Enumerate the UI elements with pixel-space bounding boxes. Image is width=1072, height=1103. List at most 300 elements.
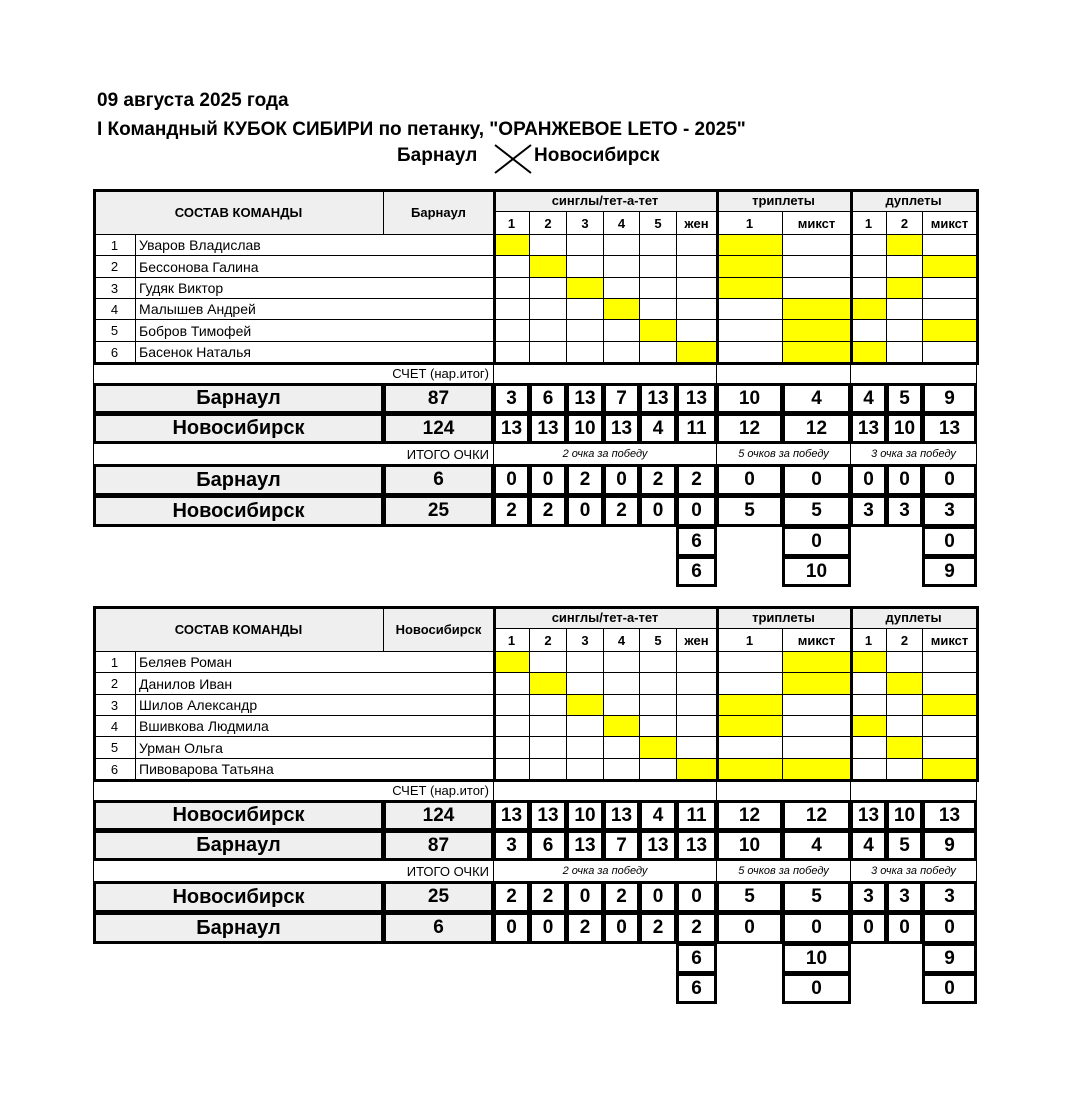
points-value: 0 [782, 912, 851, 944]
assignment-cell-marked [716, 715, 783, 737]
assignment-cell [716, 672, 783, 695]
subcolumn-header: 2 [886, 211, 923, 235]
assignment-cell [639, 341, 677, 363]
assignment-cell [676, 277, 717, 299]
assignment-cell [493, 277, 530, 299]
score-value: 13 [922, 800, 977, 831]
player-number: 2 [93, 672, 136, 695]
assignment-cell [782, 694, 851, 716]
subcolumn-header: 1 [493, 628, 530, 652]
doubles-subtotal: 0 [922, 973, 977, 1004]
points-value: 2 [603, 881, 640, 913]
assignment-cell [922, 298, 977, 320]
points-value: 0 [529, 912, 567, 944]
assignment-cell [603, 255, 640, 278]
points-value: 0 [493, 464, 530, 496]
score-value: 13 [850, 413, 887, 444]
player-name: Данилов Иван [135, 672, 494, 695]
score-label: СЧЕТ (нар.итог) [93, 779, 494, 801]
score-value: 4 [850, 830, 887, 861]
score-value: 4 [782, 830, 851, 861]
points-value: 0 [603, 464, 640, 496]
assignment-cell [922, 715, 977, 737]
score-value: 13 [603, 413, 640, 444]
player-number: 5 [93, 736, 136, 759]
group-header: дуплеты [850, 606, 977, 629]
subcolumn-header: жен [676, 628, 717, 652]
tournament-title: I Командный КУБОК СИБИРИ по петанку, "ОРАНЖЕВОЕ LETO - 2025" [97, 119, 746, 140]
assignment-cell-marked [922, 694, 977, 716]
score-value: 13 [566, 830, 604, 861]
singles-subtotal: 6 [676, 526, 717, 557]
score-label-spacer [716, 779, 851, 801]
points-value: 0 [850, 464, 887, 496]
points-value: 0 [850, 912, 887, 944]
points-value: 0 [639, 495, 677, 527]
assignment-cell-marked [782, 672, 851, 695]
assignment-cell-marked [716, 758, 783, 780]
points-value: 0 [493, 912, 530, 944]
singles-subtotal: 6 [676, 973, 717, 1004]
player-name: Урман Ольга [135, 736, 494, 759]
points-label: ИТОГО ОЧКИ [93, 860, 494, 882]
points-value: 0 [603, 912, 640, 944]
assignment-cell [676, 736, 717, 759]
subcolumn-header: 2 [886, 628, 923, 652]
assignment-cell [922, 234, 977, 256]
points-value: 0 [529, 464, 567, 496]
player-name: Бессонова Галина [135, 255, 494, 278]
assignment-cell [676, 651, 717, 673]
points-value: 0 [886, 912, 923, 944]
subcolumn-header: микст [922, 628, 977, 652]
assignment-cell [493, 319, 530, 342]
assignment-cell [782, 234, 851, 256]
subcolumn-header: микст [782, 211, 851, 235]
score-team-total: 124 [383, 413, 494, 444]
points-value: 3 [922, 881, 977, 913]
assignment-cell [639, 298, 677, 320]
assignment-cell-marked [716, 694, 783, 716]
score-value: 13 [566, 383, 604, 414]
points-value: 5 [716, 881, 783, 913]
assignment-cell-marked [493, 234, 530, 256]
score-value: 12 [782, 800, 851, 831]
assignment-cell [886, 694, 923, 716]
score-value: 10 [566, 413, 604, 444]
subcolumn-header: 1 [716, 628, 783, 652]
score-team-total: 87 [383, 830, 494, 861]
assignment-cell [850, 758, 887, 780]
assignment-cell [493, 672, 530, 695]
assignment-cell [639, 694, 677, 716]
score-label-spacer [716, 362, 851, 384]
assignment-cell [850, 319, 887, 342]
assignment-cell-marked [886, 234, 923, 256]
assignment-cell [529, 277, 567, 299]
player-number: 4 [93, 298, 136, 320]
assignment-cell [529, 234, 567, 256]
triples-subtotal: 0 [782, 526, 851, 557]
points-value: 3 [850, 495, 887, 527]
subcolumn-header: 3 [566, 628, 604, 652]
score-value: 6 [529, 383, 567, 414]
subcolumn-header: 2 [529, 628, 567, 652]
assignment-cell [603, 736, 640, 759]
points-value: 3 [886, 881, 923, 913]
score-value: 13 [603, 800, 640, 831]
player-number: 1 [93, 234, 136, 256]
points-value: 0 [782, 464, 851, 496]
score-value: 13 [529, 800, 567, 831]
score-team-total: 124 [383, 800, 494, 831]
triples-subtotal: 0 [782, 973, 851, 1004]
assignment-cell [922, 651, 977, 673]
group-header: дуплеты [850, 189, 977, 212]
points-team-name: Барнаул [93, 464, 384, 496]
points-value: 0 [639, 881, 677, 913]
subcolumn-header: 4 [603, 211, 640, 235]
points-value: 2 [639, 912, 677, 944]
points-team-total: 6 [383, 464, 494, 496]
score-value: 13 [529, 413, 567, 444]
score-value: 10 [716, 830, 783, 861]
assignment-cell-marked [850, 651, 887, 673]
assignment-cell [493, 758, 530, 780]
assignment-cell [603, 341, 640, 363]
assignment-cell [886, 715, 923, 737]
points-rule-note: 3 очка за победу [850, 860, 977, 882]
assignment-cell [676, 234, 717, 256]
score-value: 13 [922, 413, 977, 444]
score-value: 4 [639, 800, 677, 831]
subcolumn-header: 1 [493, 211, 530, 235]
score-value: 12 [716, 413, 783, 444]
assignment-cell-marked [716, 277, 783, 299]
assignment-cell [529, 319, 567, 342]
assignment-cell [566, 234, 604, 256]
match-date: 09 августа 2025 года [97, 90, 289, 111]
player-number: 6 [93, 341, 136, 363]
score-value: 3 [493, 383, 530, 414]
subcolumn-header: 1 [850, 211, 887, 235]
assignment-cell [493, 255, 530, 278]
points-team-name: Новосибирск [93, 881, 384, 913]
points-rule-note: 2 очка за победу [493, 860, 717, 882]
assignment-cell [676, 715, 717, 737]
assignment-cell-marked [529, 672, 567, 695]
player-name: Басенок Наталья [135, 341, 494, 363]
player-number: 3 [93, 277, 136, 299]
player-name: Бобров Тимофей [135, 319, 494, 342]
assignment-cell-marked [922, 758, 977, 780]
points-value: 0 [922, 912, 977, 944]
score-team-name: Новосибирск [93, 413, 384, 444]
score-value: 7 [603, 830, 640, 861]
assignment-cell-marked [676, 758, 717, 780]
assignment-cell-marked [886, 672, 923, 695]
points-value: 3 [886, 495, 923, 527]
assignment-cell-marked [782, 341, 851, 363]
assignment-cell [782, 255, 851, 278]
assignment-cell [676, 298, 717, 320]
assignment-cell [603, 234, 640, 256]
score-value: 10 [566, 800, 604, 831]
player-name: Уваров Владислав [135, 234, 494, 256]
subcolumn-header: микст [782, 628, 851, 652]
assignment-cell-marked [566, 277, 604, 299]
assignment-cell-marked [782, 651, 851, 673]
triples-subtotal: 10 [782, 556, 851, 587]
score-value: 5 [886, 383, 923, 414]
points-value: 2 [493, 881, 530, 913]
player-name: Малышев Андрей [135, 298, 494, 320]
assignment-cell-marked [676, 341, 717, 363]
score-value: 11 [676, 413, 717, 444]
points-value: 0 [886, 464, 923, 496]
score-value: 13 [676, 383, 717, 414]
player-name: Пивоварова Татьяна [135, 758, 494, 780]
points-value: 2 [676, 912, 717, 944]
assignment-cell [639, 651, 677, 673]
score-value: 10 [886, 800, 923, 831]
points-value: 2 [529, 495, 567, 527]
singles-subtotal: 6 [676, 943, 717, 974]
score-value: 4 [782, 383, 851, 414]
subcolumn-header: 1 [716, 211, 783, 235]
score-value: 10 [886, 413, 923, 444]
assignment-cell [603, 277, 640, 299]
assignment-cell [922, 672, 977, 695]
points-value: 2 [566, 464, 604, 496]
player-number: 3 [93, 694, 136, 716]
score-value: 12 [782, 413, 851, 444]
score-value: 4 [850, 383, 887, 414]
points-value: 0 [566, 881, 604, 913]
doubles-subtotal: 0 [922, 526, 977, 557]
assignment-cell [529, 758, 567, 780]
assignment-cell-marked [850, 298, 887, 320]
assignment-cell-marked [529, 255, 567, 278]
assignment-cell [566, 736, 604, 759]
player-name: Гудяк Виктор [135, 277, 494, 299]
score-value: 7 [603, 383, 640, 414]
assignment-cell [922, 341, 977, 363]
team-composition-header: СОСТАВ КОМАНДЫ [93, 189, 384, 235]
points-team-name: Новосибирск [93, 495, 384, 527]
points-value: 3 [922, 495, 977, 527]
assignment-cell [782, 715, 851, 737]
assignment-cell [529, 736, 567, 759]
assignment-cell [886, 255, 923, 278]
points-rule-note: 3 очка за победу [850, 443, 977, 465]
assignment-cell [850, 255, 887, 278]
assignment-cell [566, 319, 604, 342]
points-rule-note: 2 очка за победу [493, 443, 717, 465]
score-label-spacer [493, 362, 717, 384]
assignment-cell [603, 319, 640, 342]
points-label: ИТОГО ОЧКИ [93, 443, 494, 465]
assignment-cell [850, 736, 887, 759]
player-number: 6 [93, 758, 136, 780]
score-value: 13 [676, 830, 717, 861]
group-header: синглы/тет-а-тет [493, 189, 717, 212]
assignment-cell [566, 758, 604, 780]
score-value: 12 [716, 800, 783, 831]
assignment-cell-marked [639, 736, 677, 759]
assignment-cell-marked [782, 758, 851, 780]
assignment-cell [639, 234, 677, 256]
player-number: 2 [93, 255, 136, 278]
assignment-cell [566, 715, 604, 737]
score-value: 13 [850, 800, 887, 831]
assignment-cell-marked [639, 319, 677, 342]
assignment-cell-marked [566, 694, 604, 716]
assignment-cell [922, 736, 977, 759]
team-name-header: Новосибирск [383, 606, 494, 652]
points-team-total: 25 [383, 881, 494, 913]
assignment-cell [529, 715, 567, 737]
assignment-cell [922, 277, 977, 299]
assignment-cell [639, 277, 677, 299]
points-value: 2 [639, 464, 677, 496]
assignment-cell-marked [922, 319, 977, 342]
assignment-cell [493, 298, 530, 320]
points-value: 0 [716, 464, 783, 496]
assignment-cell-marked [850, 715, 887, 737]
assignment-cell [493, 736, 530, 759]
assignment-cell [716, 651, 783, 673]
assignment-cell [566, 651, 604, 673]
score-value: 13 [639, 830, 677, 861]
player-name: Беляев Роман [135, 651, 494, 673]
points-value: 2 [566, 912, 604, 944]
assignment-cell [603, 758, 640, 780]
assignment-cell [603, 672, 640, 695]
points-value: 5 [716, 495, 783, 527]
score-value: 9 [922, 830, 977, 861]
assignment-cell [529, 694, 567, 716]
triples-subtotal: 10 [782, 943, 851, 974]
assignment-cell [566, 298, 604, 320]
subcolumn-header: 2 [529, 211, 567, 235]
assignment-cell [639, 758, 677, 780]
assignment-cell [782, 736, 851, 759]
points-team-total: 25 [383, 495, 494, 527]
points-value: 0 [676, 881, 717, 913]
points-value: 3 [850, 881, 887, 913]
assignment-cell [529, 298, 567, 320]
assignment-cell [566, 672, 604, 695]
assignment-cell [782, 277, 851, 299]
assignment-cell-marked [782, 298, 851, 320]
assignment-cell-marked [716, 234, 783, 256]
score-value: 13 [493, 413, 530, 444]
assignment-cell [529, 651, 567, 673]
assignment-cell [566, 255, 604, 278]
points-value: 2 [676, 464, 717, 496]
assignment-cell [850, 277, 887, 299]
assignment-cell [676, 319, 717, 342]
score-value: 3 [493, 830, 530, 861]
assignment-cell-marked [782, 319, 851, 342]
assignment-cell [603, 651, 640, 673]
player-name: Шилов Александр [135, 694, 494, 716]
team-composition-header: СОСТАВ КОМАНДЫ [93, 606, 384, 652]
assignment-cell [850, 672, 887, 695]
subcolumn-header: 5 [639, 628, 677, 652]
subcolumn-header: 5 [639, 211, 677, 235]
assignment-cell [886, 758, 923, 780]
score-label-spacer [493, 779, 717, 801]
score-value: 10 [716, 383, 783, 414]
group-header: триплеты [716, 606, 851, 629]
assignment-cell [850, 234, 887, 256]
points-value: 2 [603, 495, 640, 527]
points-value: 2 [493, 495, 530, 527]
assignment-cell [566, 341, 604, 363]
score-team-name: Барнаул [93, 383, 384, 414]
assignment-cell [850, 694, 887, 716]
doubles-subtotal: 9 [922, 943, 977, 974]
score-value: 13 [493, 800, 530, 831]
home-team-name: Барнаул [397, 145, 478, 166]
score-team-name: Новосибирск [93, 800, 384, 831]
points-value: 0 [922, 464, 977, 496]
score-value: 6 [529, 830, 567, 861]
points-value: 2 [529, 881, 567, 913]
assignment-cell [493, 694, 530, 716]
assignment-cell-marked [922, 255, 977, 278]
score-label: СЧЕТ (нар.итог) [93, 362, 494, 384]
assignment-cell [639, 255, 677, 278]
assignment-cell-marked [603, 298, 640, 320]
assignment-cell [639, 715, 677, 737]
player-number: 4 [93, 715, 136, 737]
points-team-name: Барнаул [93, 912, 384, 944]
subcolumn-header: 3 [566, 211, 604, 235]
assignment-cell [603, 694, 640, 716]
points-value: 0 [716, 912, 783, 944]
versus-cross-icon [493, 144, 533, 174]
assignment-cell-marked [493, 651, 530, 673]
assignment-cell [716, 736, 783, 759]
assignment-cell [886, 341, 923, 363]
group-header: триплеты [716, 189, 851, 212]
assignment-cell-marked [850, 341, 887, 363]
score-label-spacer [850, 362, 977, 384]
assignment-cell [493, 715, 530, 737]
group-header: синглы/тет-а-тет [493, 606, 717, 629]
assignment-cell [886, 319, 923, 342]
subcolumn-header: 4 [603, 628, 640, 652]
score-team-name: Барнаул [93, 830, 384, 861]
assignment-cell [886, 651, 923, 673]
points-value: 0 [566, 495, 604, 527]
singles-subtotal: 6 [676, 556, 717, 587]
assignment-cell-marked [716, 255, 783, 278]
score-team-total: 87 [383, 383, 494, 414]
assignment-cell [886, 298, 923, 320]
score-value: 4 [639, 413, 677, 444]
assignment-cell [676, 255, 717, 278]
player-name: Вшивкова Людмила [135, 715, 494, 737]
player-number: 5 [93, 319, 136, 342]
assignment-cell-marked [603, 715, 640, 737]
score-value: 13 [639, 383, 677, 414]
points-value: 5 [782, 495, 851, 527]
points-rule-note: 5 очков за победу [716, 443, 851, 465]
